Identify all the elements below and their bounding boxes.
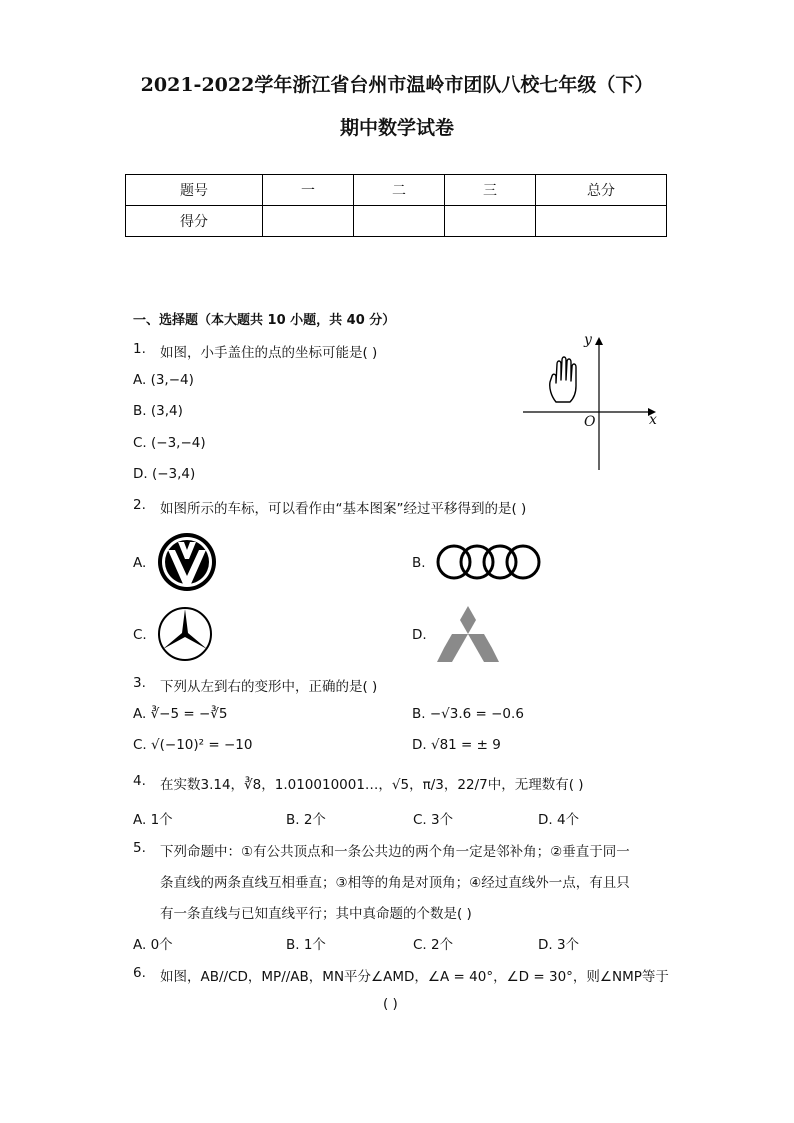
option-b: B. −√3.6 = −0.6 <box>412 706 524 722</box>
three-point-star-logo-icon <box>157 605 213 663</box>
table-cell: 二 <box>354 175 445 206</box>
answer-parentheses: ( ) <box>383 996 398 1012</box>
three-diamonds-logo-icon <box>437 603 499 665</box>
option-d: D. <box>412 627 427 643</box>
option-d: D. 3个 <box>538 937 580 953</box>
table-cell: 三 <box>445 175 536 206</box>
option-b: B. 2个 <box>286 812 326 828</box>
table-cell <box>536 206 667 237</box>
option-a: A. 1个 <box>133 812 173 828</box>
question-number: 4. <box>133 773 146 789</box>
exam-title-line2: 期中数学试卷 <box>339 117 454 139</box>
table-cell: 得分 <box>126 206 263 237</box>
question-stem: 如图，小手盖住的点的坐标可能是( ) <box>160 345 378 361</box>
hand-icon <box>546 356 586 410</box>
question-stem-line: 条直线的两条直线互相垂直；③相等的角是对顶角；④经过直线外一点，有且只 <box>160 875 630 891</box>
option-c: C. √(−10)² = −10 <box>133 737 253 753</box>
score-table <box>125 174 667 237</box>
option-a: A. <box>133 555 147 571</box>
option-c: C. 3个 <box>413 812 454 828</box>
vw-logo-icon <box>157 532 217 592</box>
option-c: C. 2个 <box>413 937 454 953</box>
score-table-score-row <box>126 206 667 237</box>
option-c: C. (−3,−4) <box>133 435 206 451</box>
question-number: 2. <box>133 497 146 513</box>
four-rings-logo-icon <box>436 543 542 581</box>
exam-title-line1: 2021-2022学年浙江省台州市温岭市团队八校七年级（下） <box>140 74 654 96</box>
question-number: 5. <box>133 840 146 856</box>
option-d: D. √81 = ± 9 <box>412 737 501 753</box>
table-cell: 题号 <box>126 175 263 206</box>
table-cell <box>263 206 354 237</box>
table-cell: 一 <box>263 175 354 206</box>
coordinate-figure <box>518 332 663 477</box>
option-d: D. 4个 <box>538 812 580 828</box>
table-cell: 总分 <box>536 175 667 206</box>
option-a: A. (3,−4) <box>133 372 194 388</box>
question-stem-line: 下列命题中：①有公共顶点和一条公共边的两个角一定是邻补角；②垂直于同一 <box>160 844 630 860</box>
option-b: B. 1个 <box>286 937 326 953</box>
table-cell <box>445 206 536 237</box>
table-cell <box>354 206 445 237</box>
question-number: 6. <box>133 965 146 981</box>
option-a: A. 0个 <box>133 937 173 953</box>
origin-label: O <box>584 414 596 430</box>
question-stem: 如图所示的车标，可以看作由“基本图案”经过平移得到的是( ) <box>160 501 527 517</box>
question-stem: 在实数3.14，∛8，1.010010001…，√5，π/3，22/7中，无理数有( ) <box>160 777 584 793</box>
question-number: 3. <box>133 675 146 691</box>
question-number: 1. <box>133 341 146 357</box>
option-a: A. ∛−5 = −∛5 <box>133 706 228 722</box>
question-stem: 如图，AB//CD，MP//AB，MN平分∠AMD，∠A = 40°，∠D = 30°，则∠NMP等于 <box>160 969 669 985</box>
option-b: B. (3,4) <box>133 403 183 419</box>
score-table-header-row <box>126 175 667 206</box>
option-b: B. <box>412 555 426 571</box>
section-heading: 一、选择题（本大题共 10 小题，共 40 分） <box>133 313 396 328</box>
option-d: D. (−3,4) <box>133 466 196 482</box>
option-c: C. <box>133 627 147 643</box>
question-stem: 下列从左到右的变形中，正确的是( ) <box>160 679 378 695</box>
x-axis-label: x <box>649 412 657 428</box>
y-axis-label: y <box>584 332 592 348</box>
question-stem-line: 有一条直线与已知直线平行；其中真命题的个数是( ) <box>160 906 472 922</box>
